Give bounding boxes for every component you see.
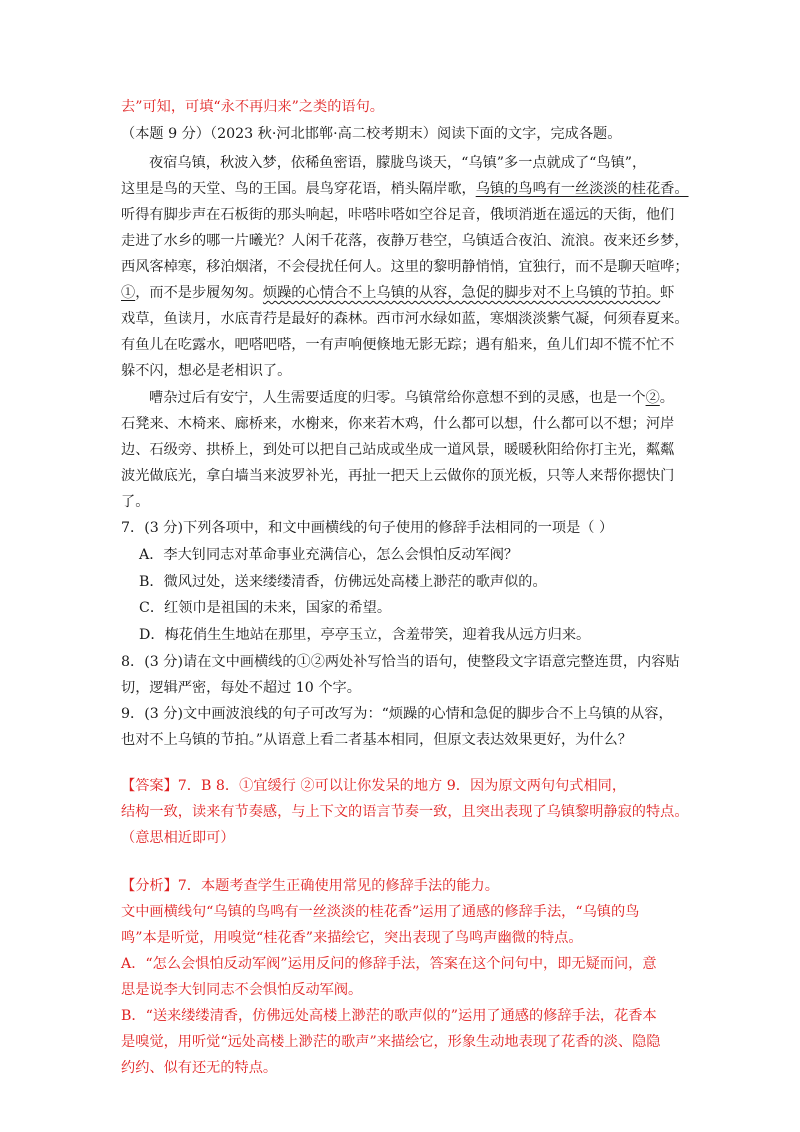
question-header: （本题 9 分）（2023 秋·河北邯郸·高二校考期末）阅读下面的文字，完成各题。 bbox=[121, 126, 622, 142]
passage-line: 躲不闪，想必是老相识了。 bbox=[121, 363, 292, 379]
intro-line: 去”可知，可填“永不再归来”之类的语句。 bbox=[121, 99, 384, 115]
analysis-line: 是嗅觉，用听觉“远处高楼上渺茫的歌声”来描绘它，形象生动地表现了花香的淡、隐隐 bbox=[121, 1034, 661, 1050]
passage-line: 夜宿乌镇，秋波入梦，依稀鱼密语，朦胧鸟谈天，“乌镇”多一点就成了“鸟镇”， bbox=[149, 155, 647, 171]
passage-text: 这里是鸟的天堂、鸟的王国。晨鸟穿花语，梢头隔岸歌， bbox=[121, 181, 476, 197]
question-8-line: 8．(3 分)请在文中画横线的①②两处补写恰当的语句，使整段文字语意完整连贯，内容贴 bbox=[121, 654, 680, 670]
analysis-line: B．“送来缕缕清香，仿佛远处高楼上渺茫的歌声似的”运用了通感的修辞手法，花香本 bbox=[121, 1008, 657, 1024]
passage-line: 戏草，鱼读月，水底青荇是最好的森林。西市河水绿如蓝，寒烟淡淡紫气凝，何须春夏来。 bbox=[121, 311, 689, 327]
answer-line: （意思相近即可） bbox=[121, 830, 235, 846]
analysis-line: 约约、似有还无的特点。 bbox=[121, 1060, 278, 1076]
q7-option-b: B．微风过处，送来缕缕清香，仿佛远处高楼上渺茫的歌声似的。 bbox=[139, 574, 547, 590]
q7-option-c: C．红领巾是祖国的未来，国家的希望。 bbox=[139, 600, 392, 616]
passage-text: 虾 bbox=[660, 285, 675, 301]
underlined-sentence: 乌镇的鸟鸣有一丝淡淡的桂花香。 bbox=[475, 181, 689, 197]
passage-line: 了。 bbox=[121, 494, 150, 510]
blank-2: ② bbox=[645, 390, 660, 406]
passage-line: 西风客棹寒，移泊烟渚，不会侵扰任何人。这里的黎明静悄悄，宜独行，而不是聊天喧哗； bbox=[121, 259, 689, 275]
passage-line: 有鱼儿在吃露水，吧嗒吧嗒，一有声响便倏地无影无踪；遇有船来，鱼儿们却不慌不忙不 bbox=[121, 337, 675, 353]
q7-option-a: A．李大钊同志对革命事业充满信心，怎么会惧怕反动军阀？ bbox=[139, 547, 519, 563]
question-9-line: 9．(3 分)文中画波浪线的句子可改写为：“烦躁的心情和急促的脚步合不上乌镇的从容， bbox=[121, 706, 673, 722]
question-9-line: 也对不上乌镇的节拍。”从语意上看二者基本相同，但原文表达效果更好，为什么？ bbox=[121, 732, 632, 748]
passage-line bbox=[121, 283, 674, 303]
passage-line: 走进了水乡的哪一片曦光？人闲千花落，夜静万巷空，乌镇适合夜泊、流浪。夜来还乡梦， bbox=[121, 233, 689, 249]
passage-line bbox=[149, 388, 674, 408]
question-8-line: 切，逻辑严密，每处不超过 10 个字。 bbox=[121, 680, 361, 696]
passage-line: 听得有脚步声在石板街的那头响起，咔嗒咔嗒如空谷足音，俄顷消逝在遥远的天街，他们 bbox=[121, 207, 675, 223]
q7-option-d: D．梅花俏生生地站在那里，亭亭玉立，含羞带笑，迎着我从远方归来。 bbox=[139, 627, 591, 643]
passage-line: 石凳来、木椅来、廊桥来，水榭来，你来若木鸡，什么都可以想，什么都可以不想；河岸 bbox=[121, 416, 675, 432]
passage-line: 波光做底光，拿白墙当来波罗补光，再扯一把天上云做你的顶光板，只等人来帮你摁快门 bbox=[121, 468, 675, 484]
answer-line: 【答案】7．B 8．①宜缓行 ②可以让你发呆的地方 9．因为原文两句句式相同， bbox=[121, 778, 627, 794]
answer-line: 结构一致，读来有节奏感，与上下文的语言节奏一致，且突出表现了乌镇黎明静寂的特点。 bbox=[121, 804, 689, 820]
wavy-sentence: 烦躁的心情合不上乌镇的从容，急促的脚步对不上乌镇的节拍。 bbox=[262, 285, 661, 301]
analysis-line: A．“怎么会惧怕反动军阀”运用反问的修辞手法，答案在这个问句中，即无疑而问，意 bbox=[121, 956, 657, 972]
passage-line bbox=[121, 179, 689, 199]
passage-line: 边、石级旁、拱桥上，到处可以把自己站成或坐成一道风景，暖暖秋阳给你打主光，粼粼 bbox=[121, 442, 675, 458]
blank-1: ① bbox=[121, 285, 136, 301]
passage-text: 。 bbox=[659, 390, 674, 406]
analysis-line: 文中画横线句“乌镇的鸟鸣有一丝淡淡的桂花香”运用了通感的修辞手法，“乌镇的鸟 bbox=[121, 904, 640, 920]
question-7-stem: 7．(3 分)下列各项中，和文中画横线的句子使用的修辞手法相同的一项是（ ） bbox=[121, 520, 614, 536]
analysis-line: 【分析】7．本题考查学生正确使用常见的修辞手法的能力。 bbox=[121, 878, 499, 894]
passage-text: ，而不是步履匆匆。 bbox=[135, 285, 263, 301]
passage-text: 嘈杂过后有安宁，人生需要适度的归零。乌镇常给你意想不到的灵感，也是一个 bbox=[149, 390, 646, 406]
analysis-line: 鸣”本是听觉，用嗅觉“桂花香”来描绘它，突出表现了鸟鸣声幽微的特点。 bbox=[121, 930, 583, 946]
analysis-line: 思是说李大钊同志不会惧怕反动军阀。 bbox=[121, 982, 363, 998]
